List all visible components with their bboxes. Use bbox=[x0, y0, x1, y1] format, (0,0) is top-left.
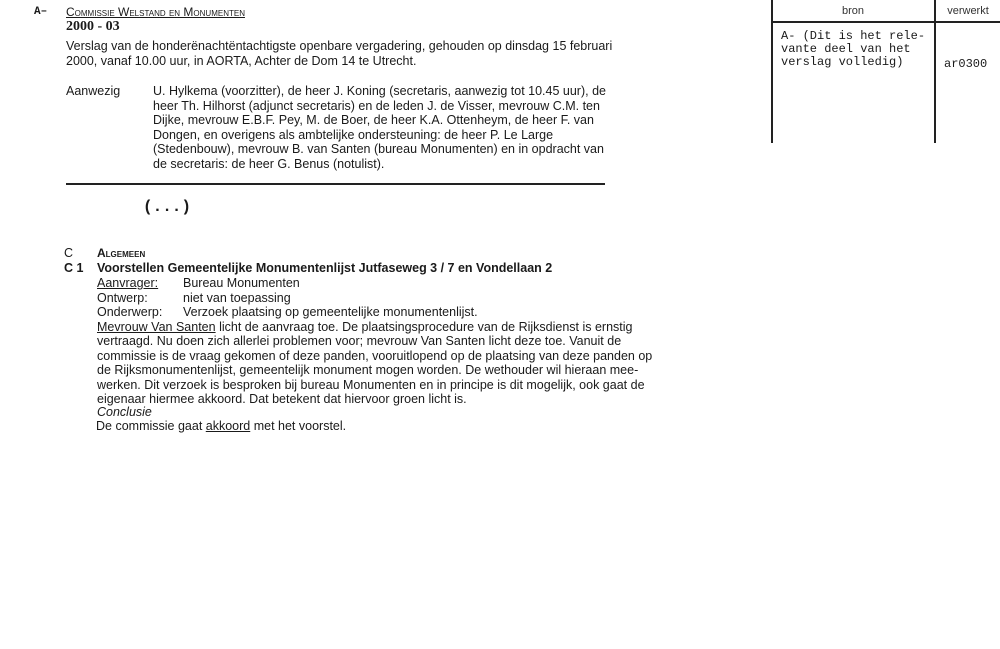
source-line: vante deel van het bbox=[781, 42, 911, 56]
field-value: Verzoek plaatsing op gemeentelijke monumentenlijst. bbox=[183, 305, 478, 319]
conclusion-label: Conclusie bbox=[97, 405, 152, 419]
conclusion-pre: De commissie gaat bbox=[96, 419, 206, 433]
body-text: licht de aanvraag toe. De plaatsingsprocedure van de Rijksdienst is ernstig bbox=[215, 319, 633, 334]
speaker-name: Mevrouw Van Santen bbox=[97, 319, 216, 334]
body-line: de Rijksmonumentenlijst, gemeentelijk monument mogen worden. De wethouder wil hieraan mee- bbox=[97, 363, 639, 377]
body-line: vertraagd. Nu doen zich allerlei problemen voor; mevrouw Van Santen licht deze toe. Vanuit de bbox=[97, 334, 622, 348]
source-line: A- (Dit is het rele- bbox=[781, 29, 926, 43]
body-line: commissie is de vraag gekomen of deze panden, vooruitlopend op de plaatsing van deze panden op bbox=[97, 348, 653, 363]
attendance-line: Dijke, mevrouw E.B.F. Pey, M. de Boer, de heer K.A. Ottenheym, de heer F. van bbox=[153, 113, 594, 127]
source-note bbox=[781, 30, 925, 69]
section-title: Algemeen bbox=[97, 246, 146, 260]
attendance-line: (Stedenbouw), mevrouw B. van Santen (bureau Monumenten) en in opdracht van bbox=[153, 142, 604, 156]
table-header-rule bbox=[771, 21, 1000, 23]
intro-line: 2000, vanaf 10.00 uur, in AORTA, Achter de Dom 14 te Utrecht. bbox=[66, 54, 417, 68]
source-line: verslag volledig) bbox=[781, 55, 904, 69]
field-label: Ontwerp: bbox=[97, 290, 148, 305]
conclusion-text bbox=[96, 419, 346, 434]
body-line bbox=[97, 320, 633, 335]
body-line: werken. Dit verzoek is besproken bij bureau Monumenten en in principe is dit mogelijk, ook gaat de bbox=[97, 377, 645, 392]
omission-marker: (...) bbox=[143, 198, 192, 216]
attendance-label: Aanwezig bbox=[66, 84, 121, 98]
field-value: niet van toepassing bbox=[183, 290, 291, 305]
field-label: Aanvrager: bbox=[97, 276, 159, 290]
meeting-number: 2000 - 03 bbox=[66, 19, 120, 34]
item-code: C 1 bbox=[64, 261, 84, 275]
field-label: Onderwerp: bbox=[97, 305, 163, 319]
attendance-line: Dongen, en overigens als ambtelijke ondersteuning: de heer P. Le Large bbox=[153, 127, 554, 142]
section-code: C bbox=[64, 246, 74, 260]
divider bbox=[66, 183, 605, 185]
section-marker: A– bbox=[34, 6, 48, 18]
processed-code: ar0300 bbox=[944, 57, 988, 71]
column-header-source: bron bbox=[841, 5, 865, 17]
item-title: Voorstellen Gemeentelijke Monumentenlijst Jutfaseweg 3 / 7 en Vondellaan 2 bbox=[97, 261, 553, 275]
attendance-line: heer Th. Hilhorst (adjunct secretaris) en de leden J. de Visser, mevrouw C.M. ten bbox=[153, 98, 600, 113]
body-line: eigenaar hiermee akkoord. Dat betekent dat hiervoor groen licht is. bbox=[97, 392, 467, 406]
field-value: Bureau Monumenten bbox=[183, 276, 300, 290]
conclusion-post: met het voorstel. bbox=[250, 419, 347, 433]
conclusion-key: akkoord bbox=[205, 419, 251, 433]
attendance-line: de secretaris: de heer G. Benus (notulist). bbox=[153, 156, 385, 171]
intro-line: Verslag van de honderënachtëntachtigste openbare vergadering, gehouden op dinsdag 15 februari bbox=[66, 39, 613, 53]
document-title: Commissie Welstand en Monumenten bbox=[66, 5, 245, 19]
attendance-line: U. Hylkema (voorzitter), de heer J. Koning (secretaris, aanwezig tot 10.45 uur), de bbox=[153, 84, 606, 98]
column-header-processed: verwerkt bbox=[947, 5, 989, 17]
